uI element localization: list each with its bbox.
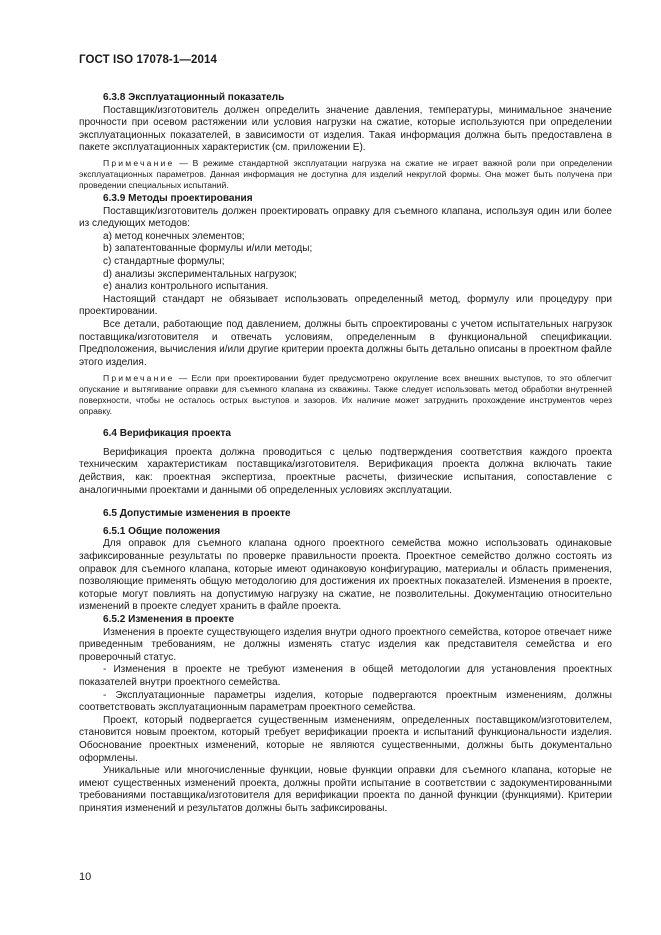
- paragraph: Проект, который подвергается существенным изменениям, определенных поставщиком/изготовителем, становится новым проектом, который требует верификации проекта и испытаний функциональности изделия. Обоснование проектных изменений, которые не являются существенными, должны быть документально оформлены.: [79, 714, 612, 764]
- paragraph: Все детали, работающие под давлением, должны быть спроектированы с учетом испытательных нагрузок поставщика/изготовителя и отвечать условиям, определенным в функциональной спецификации. Предположения, вычисления и/или другие критерии проекта должны быть детально описаны в проектном файле этого изделия.: [79, 318, 612, 368]
- note: [79, 373, 612, 417]
- note-label: Примечание: [103, 373, 175, 384]
- paragraph: - Изменения в проекте не требуют изменения в общей методологии для установления проектных показателей внутри проектного семейства.: [79, 664, 612, 688]
- section-heading-6-3-8: 6.3.8 Эксплуатационный показатель: [103, 92, 285, 103]
- section-heading-6-3-9: 6.3.9 Методы проектирования: [103, 192, 253, 204]
- paragraph: Уникальные или многочисленные функции, новые функции оправки для съемного клапана, которые не имеют существенных изменений проекта, должны пройти испытание в соответствии с задокументированными требованиями поставщика/изготовителя для верификации проекта по данной функции (функциями). Критерии принятия изменений и результатов должны быть зафиксированы.: [79, 765, 612, 814]
- list-item: a) метод конечных элементов;: [103, 230, 245, 242]
- paragraph: - Эксплуатационные параметры изделия, которые подвергаются проектным изменениям, должны соответствовать эксплуатационным параметрам проектного семейства.: [79, 689, 612, 714]
- paragraph: Поставщик/изготовитель должен определить значение давления, температуры, минимальное значение прочности при осевом растяжении или условия нагрузки на сжатие, которые используются при определении эксплуатационных показателей, в зависимости от изделия. Такая информация должна быть предоставлена в пакете эксплуатационных характеристик (см. приложении E).: [79, 104, 612, 154]
- paragraph: Верификация проекта должна проводиться с целью подтверждения соответствия каждого проекта техническим характеристикам поставщика/изготовителя. Верификация проекта должна включать такие действия, как: проектная экспертиза, проектные расчеты, физические испытания, сопоставление с аналогичными проектами и данными об определенных условиях эксплуатации.: [79, 446, 612, 496]
- list-item: b) запатентованные формулы и/или методы;: [103, 243, 313, 255]
- paragraph: Поставщик/изготовитель должен проектировать оправку для съемного клапана, используя один или более из следующих методов:: [79, 205, 612, 230]
- paragraph: Изменения в проекте существующего изделия внутри одного проектного семейства, которое отвечает ниже приведенным требованиям, не должны изменять статус изделия как представителя семейства и его проверочный статус.: [79, 626, 612, 663]
- section-heading-6-5-2: 6.5.2 Изменения в проекте: [103, 614, 235, 625]
- page-number: 10: [79, 871, 92, 883]
- note-label: Примечание: [103, 157, 175, 168]
- list-item: c) стандартные формулы;: [103, 255, 225, 267]
- note-text: — В режиме стандартной эксплуатации нагрузка на сжатие не играет важной роли при определении эксплуатационных параметров. Данная информация не доступна для изделий некруглой формы. Она может быть получена при проведении специальных испытаний.: [79, 157, 612, 190]
- note-text: — Если при проектировании будет предусмотрено округление всех внешних выступов, то это облегчит опускание и вытягивание оправки для съемного клапана из скважины. Также следует использовать метод обработки внутренней поверхности, чтобы не осталось острых выступов и зазоров. Их наличие может затруднить прохождение инструментов через оправку.: [79, 373, 612, 417]
- paragraph: Для оправок для съемного клапана одного проектного семейства можно использовать одинаковые зафиксированные результаты по проверке правильности проекта. Проектное семейство должно состоять из оправок для съемного клапана, которые имеют одинаковую конфигурацию, материалы и область применения, позволяющие применять общую методологию для достижения их проектных показателей. Изменения в проекте, которые могут повлиять на допустимую нагрузку на сжатие, не позволительны. Документацию относительно изменений в проекте следует хранить в файле проекта.: [79, 538, 612, 613]
- document-header: ГОСТ ISO 17078-1—2014: [79, 54, 217, 66]
- paragraph: Настоящий стандарт не обязывает использовать определенный метод, формулу или процедуру при проектировании.: [79, 293, 612, 318]
- page-content: [79, 92, 612, 816]
- list-item: d) анализы экспериментальных нагрузок;: [103, 268, 297, 280]
- note: [79, 158, 612, 191]
- section-heading-6-4: 6.4 Верификация проекта: [103, 428, 231, 440]
- section-heading-6-5: 6.5 Допустимые изменения в проекте: [103, 508, 291, 520]
- list-item: e) анализ контрольного испытания.: [103, 281, 269, 293]
- section-heading-6-5-1: 6.5.1 Общие положения: [103, 525, 221, 537]
